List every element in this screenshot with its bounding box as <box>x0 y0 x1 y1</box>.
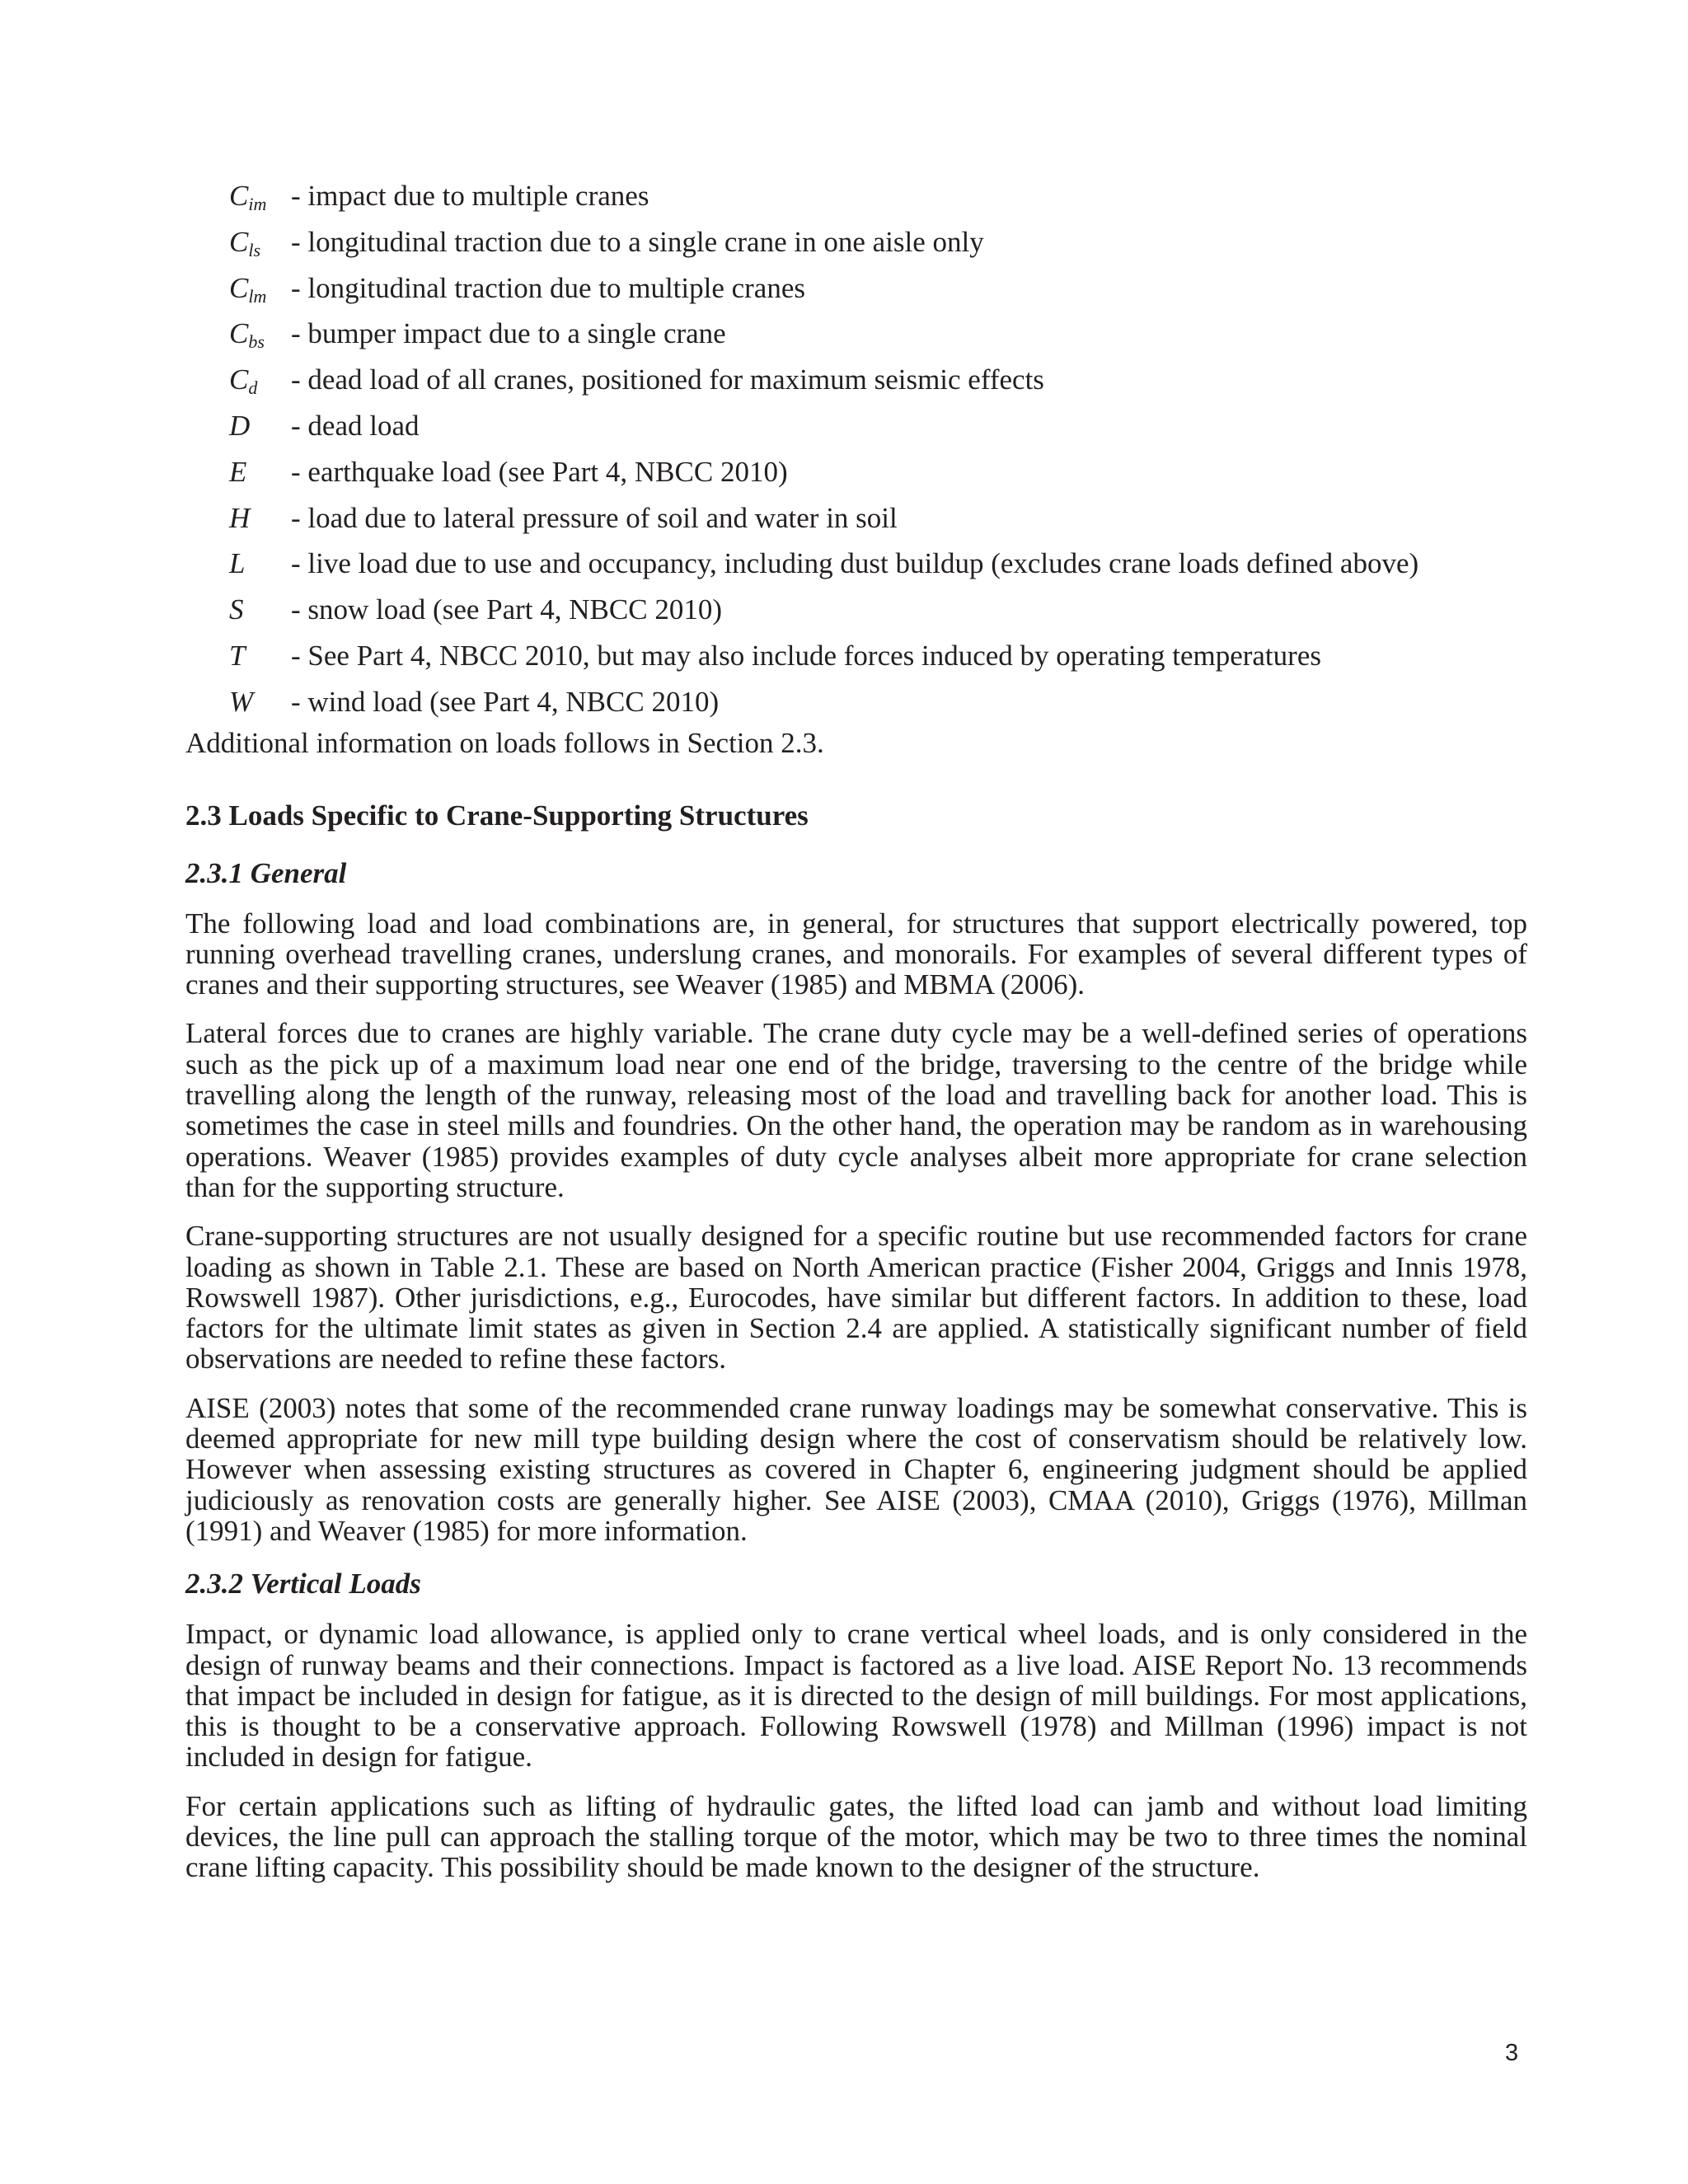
paragraph: Lateral forces due to cranes are highly variable. The crane duty cycle may be a well-defined series of operations such as the pick up of a maximum load near one end of the bridge, traversing to the centre of the bridge while travelling along the length of the runway, releasing most of the load and travelling back for another load. This is sometimes the case in steel mills and foundries. On the other hand, the operation may be random as in warehousing operations. Weaver (1985) provides examples of duty cycle analyses albeit more appropriate for crane selection than for the supporting structure. <box>185 1017 1527 1203</box>
symbol-row <box>185 495 1527 541</box>
symbol-definition: - earthquake load (see Part 4, NBCC 2010) <box>291 455 788 488</box>
symbol: $C_{lm}$ <box>229 271 267 307</box>
symbol-definition: - longitudinal traction due to multiple cranes <box>291 271 806 304</box>
paragraph: Impact, or dynamic load allowance, is applied only to crane vertical wheel loads, and is only considered in the design of runway beams and their connections. Impact is factored as a live load. AISE Report No. 13 recommends that impact be included in design for fatigue, as it is directed to the design of mill buildings. For most applications, this is thought to be a conservative approach. Following Rowswell (1978) and Millman (1996) impact is not included in design for fatigue. <box>185 1618 1527 1774</box>
load-symbol-list <box>185 173 1527 725</box>
symbol: $C_{im}$ <box>229 180 267 214</box>
symbol-definition: - bumper impact due to a single crane <box>291 317 726 350</box>
subsection-heading-vertical-loads: 2.3.2 Vertical Loads <box>185 1568 421 1601</box>
document-page <box>185 173 1527 1883</box>
symbol-row <box>185 265 1527 312</box>
paragraph: For certain applications such as lifting of hydraulic gates, the lifted load can jamb and without load limiting devices, the line pull can approach the stalling torque of the motor, which may be two to three times the nominal crane lifting capacity. This possibility should be made known to the designer of the structure. <box>185 1789 1527 1884</box>
symbol: H <box>229 501 251 534</box>
symbol: $C_{ls}$ <box>229 225 261 260</box>
symbol: S <box>229 593 244 626</box>
symbol-definition: - wind load (see Part 4, NBCC 2010) <box>291 685 720 718</box>
subsection-heading-general: 2.3.1 General <box>185 856 347 889</box>
symbol: $C_{bs}$ <box>229 317 265 353</box>
symbol-row <box>185 403 1527 449</box>
symbol-row <box>185 449 1527 495</box>
symbol-row <box>185 311 1527 357</box>
symbol-definition: - dead load <box>291 409 420 442</box>
paragraph: The following load and load combinations are, in general, for structures that support electrically powered, top running overhead travelling cranes, underslung cranes, and monorails. For examples of several different types of cranes and their supporting structures, see Weaver (1985) and MBMA (2006). <box>185 907 1527 1001</box>
additional-info-text: Additional information on loads follows in Section 2.3. <box>185 726 824 759</box>
symbol-row <box>185 633 1527 679</box>
section-heading: 2.3 Loads Specific to Crane-Supporting Structures <box>185 799 809 832</box>
symbol-row <box>185 587 1527 633</box>
paragraph: Crane-supporting structures are not usually designed for a specific routine but use recommended factors for crane loading as shown in Table 2.1. These are based on North American practice (Fisher 2004, Griggs and Innis 1978, Rowswell 1987). Other jurisdictions, e.g., Eurocodes, have similar but different factors. In addition to these, load factors for the ultimate limit states as given in Section 2.4 are applied. A statistically significant number of field observations are needed to refine these factors. <box>185 1220 1527 1376</box>
symbol: W <box>229 685 254 718</box>
symbol-definition: - live load due to use and occupancy, including dust buildup (excludes crane loads defined above) <box>291 547 1419 580</box>
paragraph: AISE (2003) notes that some of the recommended crane runway loadings may be somewhat conservative. This is deemed appropriate for new mill type building design where the cost of conservatism should be relatively low. However when assessing existing structures as covered in Chapter 6, engineering judgment should be applied judiciously as renovation costs are generally higher. See AISE (2003), CMAA (2010), Griggs (1976), Millman (1991) and Weaver (1985) for more information. <box>185 1391 1527 1547</box>
symbol-definition: - snow load (see Part 4, NBCC 2010) <box>291 593 723 626</box>
symbol: T <box>229 639 246 672</box>
symbol-definition: - impact due to multiple cranes <box>291 180 649 212</box>
symbol-definition: - See Part 4, NBCC 2010, but may also include forces induced by operating temperatures <box>291 639 1321 672</box>
symbol-definition: - longitudinal traction due to a single crane in one aisle only <box>291 225 984 258</box>
symbol-row <box>185 357 1527 403</box>
page-number: 3 <box>1505 2040 1519 2066</box>
symbol-definition: - dead load of all cranes, positioned for maximum seismic effects <box>291 363 1044 396</box>
symbol-row <box>185 173 1527 219</box>
symbol-row <box>185 219 1527 265</box>
symbol: $C_d$ <box>229 363 258 399</box>
symbol-row <box>185 679 1527 725</box>
symbol: D <box>229 409 251 442</box>
symbol: L <box>229 547 246 580</box>
symbol-definition: - load due to lateral pressure of soil and water in soil <box>291 501 898 534</box>
symbol: E <box>229 455 247 488</box>
symbol-row <box>185 541 1527 587</box>
